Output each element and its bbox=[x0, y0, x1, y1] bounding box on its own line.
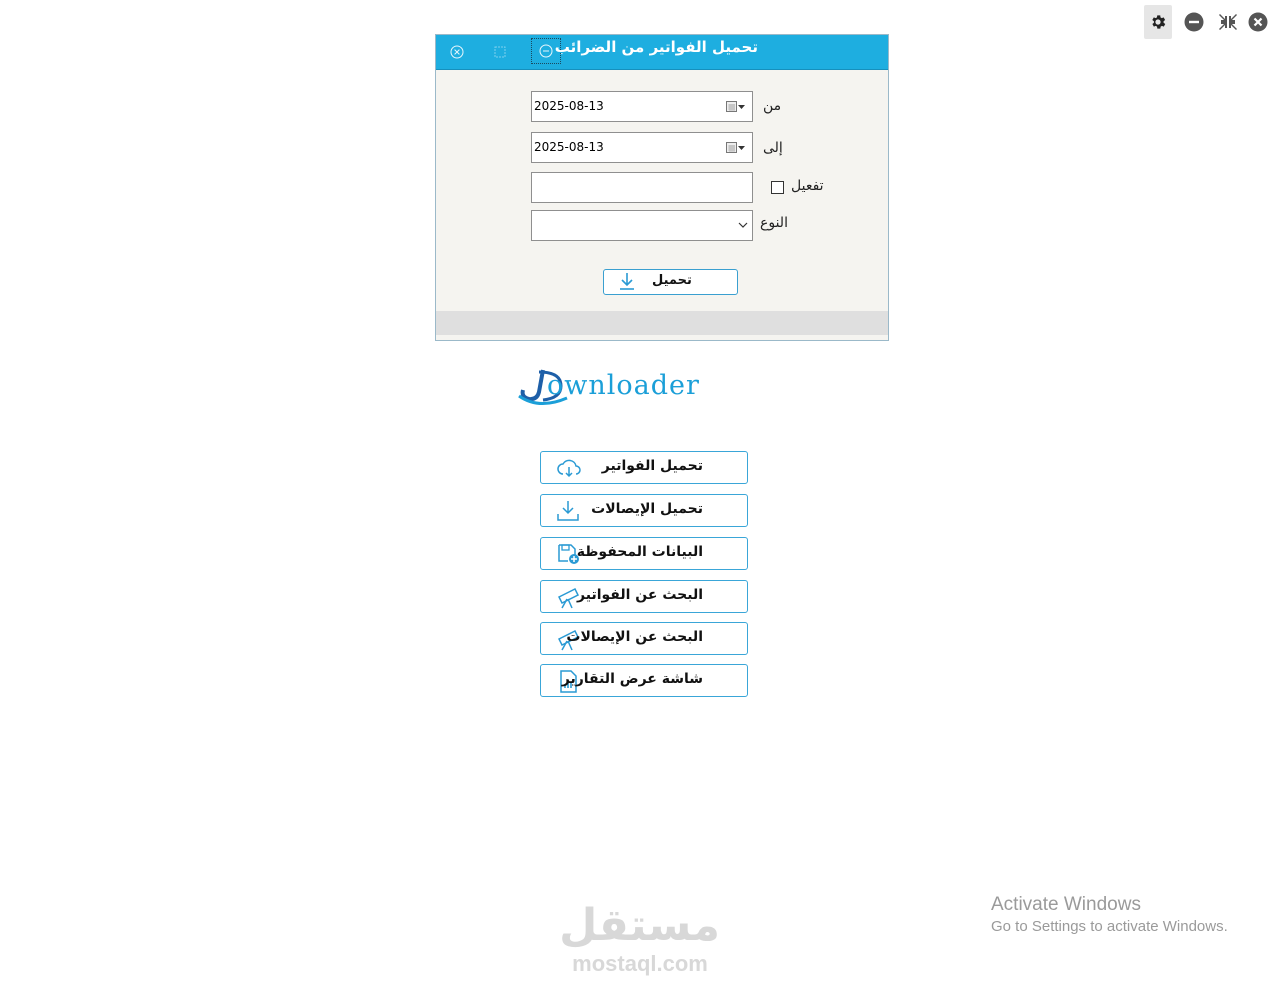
chevron-down-icon bbox=[738, 221, 748, 229]
search-receipts-label: البحث عن الإيصالات bbox=[566, 629, 703, 645]
activate-label: تفعيل bbox=[791, 178, 824, 194]
search-invoices-button[interactable] bbox=[540, 580, 748, 613]
activate-checkbox[interactable] bbox=[771, 181, 784, 194]
from-label: من bbox=[763, 98, 782, 114]
dialog-maximize-button[interactable] bbox=[489, 41, 511, 63]
dialog-title: تحميل الفواتير من الضرائب bbox=[554, 38, 758, 56]
calendar-dropdown-icon[interactable] bbox=[726, 142, 746, 154]
downloader-logo bbox=[517, 366, 762, 410]
load-receipts-button[interactable] bbox=[540, 494, 748, 527]
maximize-icon bbox=[493, 45, 507, 59]
close-button[interactable] bbox=[1244, 5, 1272, 39]
to-date-picker[interactable] bbox=[531, 132, 753, 163]
close-circle-icon bbox=[450, 45, 464, 59]
download-icon bbox=[618, 272, 636, 292]
mostaql-watermark bbox=[560, 900, 720, 980]
cloud-download-icon bbox=[555, 456, 583, 480]
tray-download-icon bbox=[555, 499, 583, 523]
restore-button[interactable] bbox=[1214, 5, 1242, 39]
type-select[interactable] bbox=[531, 210, 753, 241]
search-receipts-button[interactable] bbox=[540, 622, 748, 655]
settings-button[interactable] bbox=[1144, 5, 1172, 39]
minus-circle-icon bbox=[1184, 12, 1204, 32]
from-date-picker[interactable] bbox=[531, 91, 753, 122]
type-label: النوع bbox=[760, 215, 788, 231]
activate-windows-watermark bbox=[991, 894, 1228, 935]
reports-screen-button[interactable] bbox=[540, 664, 748, 697]
window-controls bbox=[1144, 5, 1272, 39]
dialog-status-bar bbox=[436, 311, 888, 335]
saved-data-label: البيانات المحفوظة bbox=[576, 544, 703, 560]
to-date-value: 2025-08-13 bbox=[534, 140, 604, 154]
download-dialog bbox=[435, 34, 889, 341]
reports-screen-label: شاشة عرض التقارير bbox=[561, 671, 703, 687]
gear-icon bbox=[1149, 13, 1167, 31]
dialog-title-bar bbox=[436, 35, 888, 70]
mostaql-arabic-text: مستقل bbox=[559, 900, 720, 951]
load-receipts-label: تحميل الإيصالات bbox=[591, 501, 703, 517]
activate-input[interactable] bbox=[531, 172, 753, 203]
to-label: إلى bbox=[763, 140, 783, 156]
compress-arrows-icon bbox=[1218, 12, 1238, 32]
close-circle-icon bbox=[1248, 12, 1268, 32]
load-invoices-label: تحميل الفواتير bbox=[601, 458, 703, 474]
activate-windows-title: Activate Windows bbox=[991, 894, 1141, 915]
saved-data-button[interactable] bbox=[540, 537, 748, 570]
minimize-button[interactable] bbox=[1180, 5, 1208, 39]
minus-circle-icon bbox=[539, 44, 553, 58]
dialog-close-button[interactable] bbox=[446, 41, 468, 63]
load-invoices-button[interactable] bbox=[540, 451, 748, 484]
activate-windows-subtitle: Go to Settings to activate Windows. bbox=[991, 918, 1228, 935]
search-invoices-label: البحث عن الفواتير bbox=[577, 587, 703, 603]
calendar-dropdown-icon[interactable] bbox=[726, 101, 746, 113]
load-button[interactable] bbox=[603, 269, 738, 295]
logo-text: ownloader bbox=[547, 370, 700, 401]
load-button-label: تحميل bbox=[652, 273, 692, 288]
mostaql-url-text: mostaql.com bbox=[572, 951, 708, 976]
from-date-value: 2025-08-13 bbox=[534, 99, 604, 113]
